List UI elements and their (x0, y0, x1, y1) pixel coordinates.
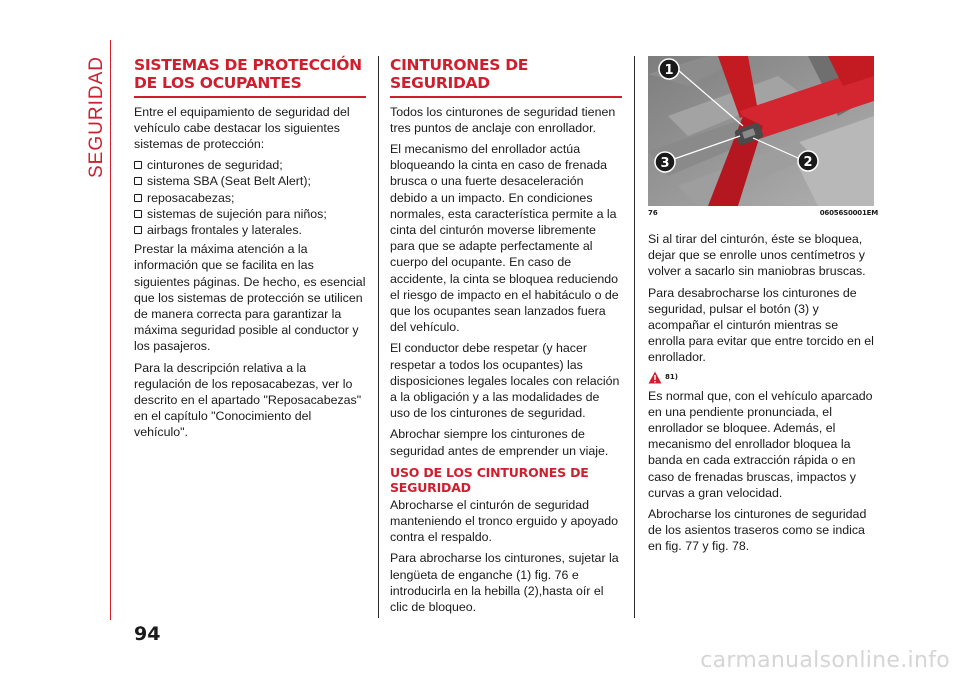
seat-belt-figure (648, 56, 874, 206)
list-item: sistemas de sujeción para niños; (134, 206, 366, 222)
list-item: sistema SBA (Seat Belt Alert); (134, 173, 366, 189)
svg-text:3: 3 (660, 156, 670, 171)
paragraph: El mecanismo del enrollador actúa bloqueando la cinta en caso de frenada brusca o una fuerte desaceleración debido a un impacto. En condiciones normales, esta característica permite a la cinta del cinturón moverse libremente para que se adapte perfectamente al cuerpo del ocupante. En caso de accidente, la cinta se bloquea reduciendo el riesgo de impacto en el habitáculo o de que los ocupantes sean lanzados fuera del vehículo. (390, 141, 619, 335)
checkbox-bullet-icon (134, 210, 142, 218)
checkbox-bullet-icon (134, 226, 142, 234)
paragraph: Todos los cinturones de seguridad tienen tres puntos de anclaje con enrollador. (390, 104, 616, 135)
watermark: carmanualsonline.info (700, 648, 950, 673)
heading-occupant-protection: SISTEMAS DE PROTECCIÓN DE LOS OCUPANTES (134, 56, 362, 92)
column-divider (378, 56, 379, 618)
paragraph: Para abrocharse los cinturones, sujetar la lengüeta de enganche (1) fig. 76 e introducirla en la hebilla (2),hasta oír el clic de bloqueo. (390, 551, 619, 614)
paragraph: El conductor debe respetar (y hacer respetar a todos los ocupantes) las disposiciones legales locales con relación a la obligación y a las modalidades de uso de los cinturones de seguridad. (390, 341, 620, 421)
figure-code: 06056S0001EM (819, 209, 878, 217)
paragraph: Abrochar siempre los cinturones de seguridad antes de emprender un viaje. (390, 427, 609, 458)
paragraph: Para desabrocharse los cinturones de seguridad, pulsar el botón (3) y acompañar el cinturón mientras se enrolla para evitar que entre torcido en el enrollador. (648, 285, 874, 365)
list-item: cinturones de seguridad; (134, 157, 366, 173)
checkbox-bullet-icon (134, 161, 142, 169)
figure-number: 76 (648, 209, 658, 217)
checkbox-bullet-icon (134, 194, 142, 202)
protection-systems-list (134, 157, 366, 238)
heading-rule (134, 96, 366, 98)
paragraph: Si al tirar del cinturón, éste se bloquea, dejar que se enrolle unos centímetros y volver a sacarlo sin maniobras bruscas. (648, 232, 866, 279)
seat-belt-illustration (648, 56, 874, 206)
column-seat-belts-continued (648, 56, 878, 560)
warning-ref-number: 81) (665, 373, 678, 382)
svg-text:2: 2 (803, 155, 813, 170)
paragraph: Prestar la máxima atención a la información que se facilita en las siguientes páginas. De hecho, es esencial que los sistemas de protección se utilicen de manera correcta para garantizar la máxima seguridad posible al conductor y los pasajeros. (134, 242, 366, 354)
svg-text:1: 1 (664, 63, 674, 78)
warning-reference (648, 371, 878, 384)
callout-3 (655, 152, 675, 172)
warning-triangle-icon (648, 371, 662, 384)
paragraph: Abrocharse los cinturones de seguridad de los asientos traseros como se indica en fig. 77 y fig. 78. (648, 507, 867, 554)
column-seat-belts (390, 56, 622, 620)
paragraph: Entre el equipamiento de seguridad del vehículo cabe destacar los siguientes sistemas de protección: (134, 104, 350, 151)
heading-rule (390, 96, 622, 98)
section-label: SEGURIDAD (86, 56, 107, 178)
column-occupant-protection (134, 56, 366, 446)
checkbox-bullet-icon (134, 177, 142, 185)
paragraph: Abrocharse el cinturón de seguridad manteniendo el tronco erguido y apoyado contra el respaldo. (390, 497, 619, 545)
paragraph: Para la descripción relativa a la regulación de los reposacabezas, ver lo descrito en el apartado "Reposacabezas" en el capítulo "Conocimiento del vehículo". (134, 360, 362, 440)
heading-seat-belts: CINTURONES DE SEGURIDAD (390, 56, 529, 92)
list-item: reposacabezas; (134, 190, 366, 206)
figure-caption (648, 209, 878, 217)
paragraph: Es normal que, con el vehículo aparcado en una pendiente pronunciada, el enrollador se bloquee. Además, el mecanismo del enrollador bloquea la banda en cada extracción rápida o en caso de frenadas bruscas, impactos y curvas a gran velocidad. (648, 388, 873, 500)
callout-1 (659, 59, 679, 79)
page-number: 94 (134, 623, 161, 645)
subheading-seat-belt-use: USO DE LOS CINTURONES DE SEGURIDAD (390, 464, 589, 495)
column-divider (634, 56, 635, 618)
list-item: airbags frontales y laterales. (134, 222, 366, 238)
callout-2 (798, 151, 818, 171)
section-rule (110, 40, 111, 620)
